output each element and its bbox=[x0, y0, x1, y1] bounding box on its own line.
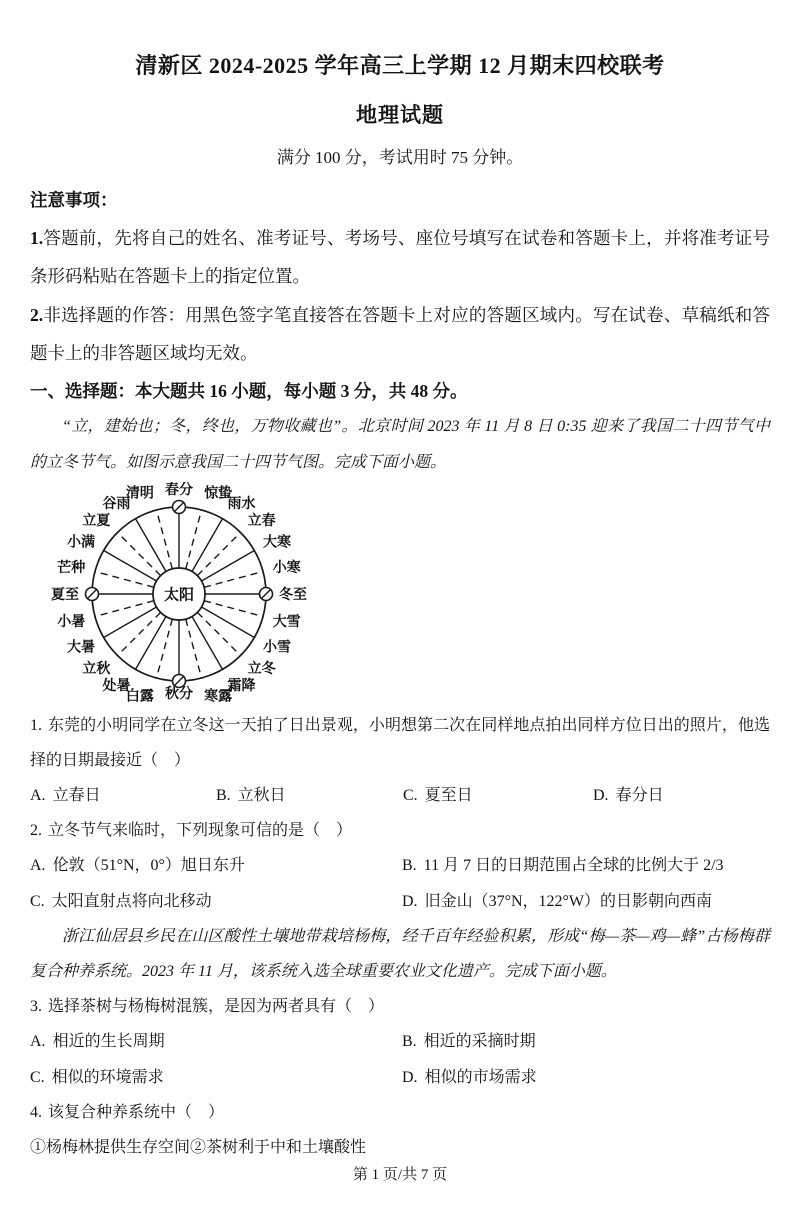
question-1-number: 1. bbox=[30, 716, 42, 734]
question-4 bbox=[30, 1095, 770, 1165]
question-2-body: 立冬节气来临时，下列现象可信的是（ ） bbox=[48, 822, 353, 840]
page-footer: 第 1 页/共 7 页 bbox=[352, 1167, 448, 1184]
q1-option-c-label: C. bbox=[403, 787, 418, 805]
earth-position-icon bbox=[86, 587, 99, 600]
diagram-term-label: 白露 bbox=[125, 689, 154, 705]
diagram-term-label: 立冬 bbox=[247, 661, 276, 677]
q3-option-b-label: B. bbox=[402, 1033, 417, 1051]
q1-option-a-label: A. bbox=[30, 787, 46, 805]
q3-option-a bbox=[30, 1024, 402, 1059]
diagram-term-label: 大暑 bbox=[66, 640, 95, 656]
q1-option-d-label: D. bbox=[593, 787, 609, 805]
passage-1: “立，建始也；冬，终也，万物收藏也”。北京时间 2023 年 11 月 8 日 0:35 迎来了我国二十四节气中的立冬节气。如图示意我国二十四节气图。完成下面小题。 bbox=[30, 418, 770, 471]
question-3 bbox=[30, 989, 770, 1095]
diagram-spoke bbox=[192, 518, 223, 571]
q3-option-a-text: 相近的生长周期 bbox=[52, 1033, 165, 1051]
q2-option-a bbox=[30, 848, 402, 883]
question-4-number: 4. bbox=[30, 1103, 42, 1121]
q2-option-c-label: C. bbox=[30, 892, 45, 910]
q3-option-d-text: 相似的市场需求 bbox=[424, 1068, 537, 1086]
question-3-body: 选择茶树与杨梅树混簇，是因为两者具有（ ） bbox=[48, 998, 385, 1016]
diagram-term-label: 春分 bbox=[165, 482, 193, 498]
notice-item-2-number: 2. bbox=[30, 304, 44, 325]
diagram-spoke bbox=[197, 532, 240, 575]
passage-2: 浙江仙居县乡民在山区酸性土壤地带栽培杨梅，经千百年经验积累，形成“梅—茶—鸡—蜂”古杨梅群复合种养系统。2023 年 11 月，该系统入选全球重要农业文化遗产。完成下面小题。 bbox=[30, 927, 770, 980]
diagram-term-label: 大寒 bbox=[263, 535, 292, 551]
diagram-spoke bbox=[136, 518, 167, 571]
diagram-term-label: 雨水 bbox=[227, 496, 256, 512]
q3-option-c-label: C. bbox=[30, 1068, 45, 1086]
question-3-number: 3. bbox=[30, 998, 42, 1016]
diagram-term-label: 谷雨 bbox=[102, 496, 131, 512]
q1-option-b-text: 立秋日 bbox=[237, 787, 286, 805]
q2-option-b-label: B. bbox=[402, 857, 417, 875]
question-1-options bbox=[30, 778, 770, 813]
question-2-number: 2. bbox=[30, 822, 42, 840]
question-4-statements: ①杨梅林提供生存空间②茶树利于中和土壤酸性 bbox=[30, 1138, 367, 1156]
diagram-term-label: 处暑 bbox=[102, 678, 131, 694]
q2-option-a-text: 伦敦（51°N，0°）旭日东升 bbox=[52, 857, 245, 875]
question-1 bbox=[30, 708, 770, 814]
diagram-center-label: 太阳 bbox=[163, 587, 195, 604]
diagram-spoke bbox=[117, 612, 160, 655]
q3-option-b-text: 相近的采摘时期 bbox=[423, 1033, 536, 1051]
q2-option-a-label: A. bbox=[30, 857, 46, 875]
solar-terms-figure bbox=[24, 482, 770, 708]
q2-option-b bbox=[402, 848, 770, 883]
q1-option-a-text: 立春日 bbox=[52, 787, 101, 805]
question-3-text bbox=[30, 989, 770, 1024]
diagram-spoke bbox=[202, 607, 255, 638]
q1-option-c-text: 夏至日 bbox=[424, 787, 473, 805]
diagram-spoke bbox=[192, 616, 223, 669]
diagram-term-label: 霜降 bbox=[227, 678, 256, 694]
question-4-body: 该复合种养系统中（ ） bbox=[48, 1103, 225, 1121]
q2-option-b-text: 11 月 7 日的日期范围占全球的比例大于 2/3 bbox=[423, 857, 724, 875]
subject-title: 地理试题 bbox=[356, 102, 444, 127]
page-title: 清新区 2024-2025 学年高三上学期 12 月期末四校联考 bbox=[135, 53, 665, 78]
diagram-spoke bbox=[202, 550, 255, 581]
question-1-body: 东莞的小明同学在立冬这一天拍了日出景观，小明想第二次在同样地点拍出同样方位日出的照片，他选择的日期最接近（ ） bbox=[30, 716, 770, 769]
question-2-options bbox=[30, 848, 770, 918]
q3-option-c-text: 相似的环境需求 bbox=[51, 1068, 164, 1086]
notice-heading: 注意事项： bbox=[30, 189, 118, 210]
diagram-term-label: 小暑 bbox=[57, 614, 86, 630]
question-2 bbox=[30, 813, 770, 919]
earth-position-icon bbox=[260, 587, 273, 600]
q2-option-d bbox=[402, 884, 770, 919]
diagram-spoke bbox=[104, 550, 157, 581]
diagram-spoke bbox=[104, 607, 157, 638]
diagram-term-label: 立秋 bbox=[82, 661, 111, 677]
q1-option-a bbox=[30, 778, 216, 813]
q1-option-b-label: B. bbox=[216, 787, 231, 805]
question-4-text bbox=[30, 1095, 770, 1130]
diagram-spoke bbox=[117, 532, 160, 575]
diagram-spoke bbox=[136, 616, 167, 669]
diagram-term-label: 秋分 bbox=[165, 686, 193, 702]
diagram-term-label: 立春 bbox=[247, 513, 276, 529]
diagram-term-label: 小满 bbox=[66, 535, 95, 551]
diagram-spoke bbox=[197, 612, 240, 655]
q3-option-b bbox=[402, 1024, 770, 1059]
q3-option-a-label: A. bbox=[30, 1033, 46, 1051]
q3-option-c bbox=[30, 1060, 402, 1095]
diagram-term-label: 清明 bbox=[125, 486, 154, 502]
diagram-term-label: 小雪 bbox=[263, 640, 292, 656]
diagram-term-label: 冬至 bbox=[279, 587, 307, 603]
diagram-term-label: 立夏 bbox=[82, 513, 111, 529]
solar-terms-diagram bbox=[24, 482, 336, 708]
earth-position-icon bbox=[173, 674, 186, 687]
q1-option-d bbox=[593, 778, 770, 813]
diagram-term-label: 寒露 bbox=[204, 689, 233, 705]
exam-meta: 满分 100 分，考试用时 75 分钟。 bbox=[276, 147, 524, 167]
q2-option-d-label: D. bbox=[402, 892, 418, 910]
diagram-term-label: 惊蛰 bbox=[204, 486, 233, 502]
diagram-term-label: 芒种 bbox=[57, 560, 86, 576]
q1-option-c bbox=[403, 778, 593, 813]
question-2-text bbox=[30, 813, 770, 848]
question-3-options bbox=[30, 1024, 770, 1094]
notice-item-2-text: 非选择题的作答：用黑色签字笔直接答在答题卡上对应的答题区域内。写在试卷、草稿纸和答题卡上的非答题区域均无效。 bbox=[30, 304, 770, 364]
q2-option-d-text: 旧金山（37°N，122°W）的日影朝向西南 bbox=[424, 892, 713, 910]
notice-item-1-text: 答题前，先将自己的姓名、准考证号、考场号、座位号填写在试卷和答题卡上，并将准考证号条形码粘贴在答题卡上的指定位置。 bbox=[30, 227, 770, 287]
question-1-text bbox=[30, 708, 770, 778]
notice-item-1 bbox=[30, 219, 770, 296]
notice-item-2 bbox=[30, 296, 770, 373]
q1-option-d-text: 春分日 bbox=[615, 787, 664, 805]
notice-item-1-number: 1. bbox=[30, 227, 44, 248]
q3-option-d-label: D. bbox=[402, 1068, 418, 1086]
diagram-term-label: 小寒 bbox=[272, 560, 301, 576]
q2-option-c bbox=[30, 884, 402, 919]
section-heading: 一、选择题：本大题共 16 小题，每小题 3 分，共 48 分。 bbox=[30, 380, 468, 401]
diagram-term-label: 夏至 bbox=[51, 587, 79, 603]
q3-option-d bbox=[402, 1060, 770, 1095]
q1-option-b bbox=[216, 778, 403, 813]
q2-option-c-text: 太阳直射点将向北移动 bbox=[51, 892, 212, 910]
diagram-term-label: 大雪 bbox=[272, 614, 301, 630]
earth-position-icon bbox=[173, 500, 186, 513]
